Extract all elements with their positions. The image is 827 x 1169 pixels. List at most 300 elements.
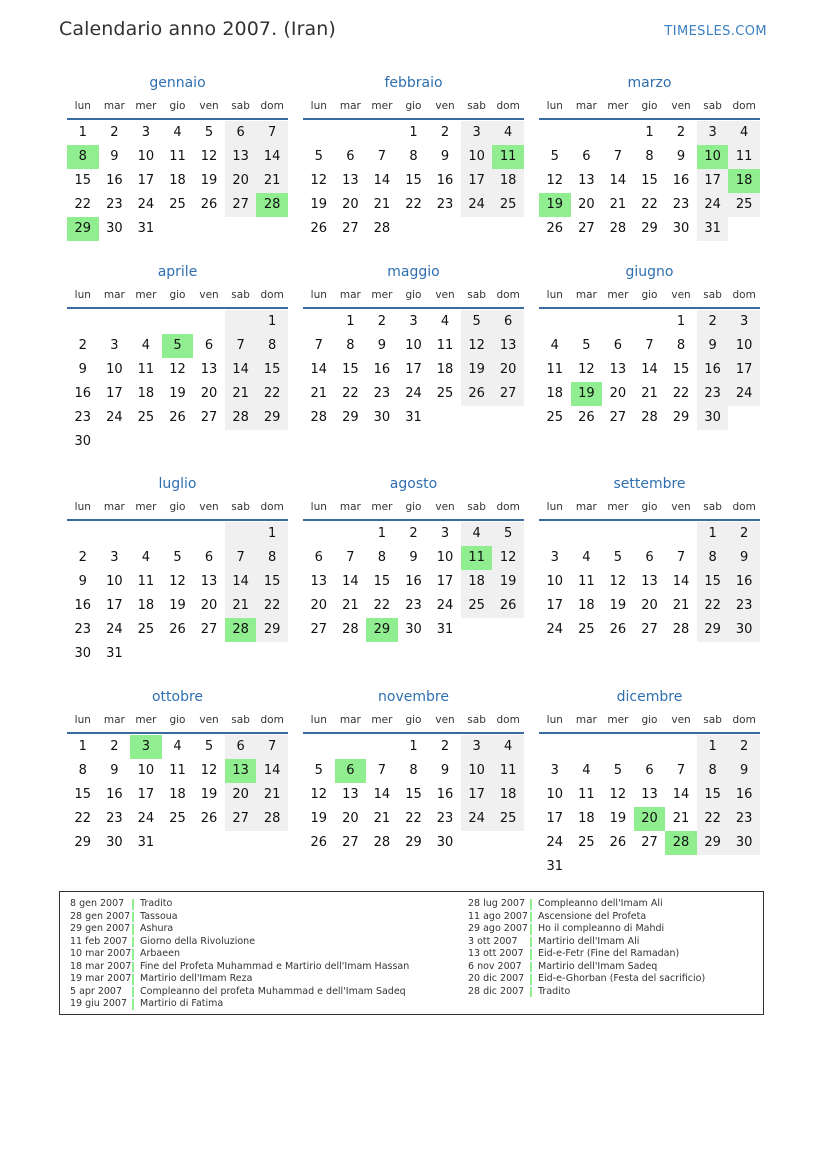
calendar-day[interactable]: 5 <box>582 338 591 353</box>
brand-link[interactable]: TIMESLES.COM <box>664 24 767 39</box>
calendar-day[interactable]: 16 <box>728 783 760 807</box>
calendar-day[interactable]: 27 <box>225 807 257 831</box>
calendar-day[interactable]: 25 <box>492 193 524 217</box>
calendar-day[interactable]: 31 <box>436 622 454 637</box>
calendar-day[interactable]: 28 <box>609 221 627 236</box>
calendar-day[interactable]: 28 <box>310 410 328 425</box>
calendar-day[interactable]: 18 <box>492 783 524 807</box>
calendar-day[interactable]: 9 <box>78 574 87 589</box>
calendar-day[interactable]: 11 <box>578 574 595 589</box>
calendar-day[interactable]: 25 <box>169 811 186 826</box>
calendar-day[interactable]: 30 <box>728 831 760 855</box>
calendar-day[interactable]: 29 <box>256 406 288 430</box>
calendar-day[interactable]: 10 <box>405 338 422 353</box>
calendar-day[interactable]: 29 <box>697 618 729 642</box>
calendar-day[interactable]: 15 <box>74 787 92 802</box>
holiday-day[interactable]: 13 <box>225 759 257 783</box>
calendar-day[interactable]: 5 <box>204 739 214 754</box>
calendar-day[interactable]: 27 <box>200 410 218 425</box>
calendar-day[interactable]: 25 <box>169 197 186 212</box>
calendar-day[interactable]: 14 <box>256 759 288 783</box>
calendar-day[interactable]: 7 <box>377 149 387 164</box>
calendar-day[interactable]: 31 <box>106 646 123 661</box>
calendar-day[interactable]: 24 <box>697 193 729 217</box>
calendar-day[interactable]: 23 <box>728 807 760 831</box>
calendar-day[interactable]: 16 <box>106 173 123 188</box>
calendar-day[interactable]: 31 <box>546 859 564 874</box>
calendar-day[interactable]: 9 <box>377 338 387 353</box>
calendar-day[interactable]: 4 <box>141 550 151 565</box>
calendar-day[interactable]: 9 <box>728 546 760 570</box>
calendar-day[interactable]: 14 <box>310 362 328 377</box>
calendar-day[interactable]: 12 <box>310 173 328 188</box>
calendar-day[interactable]: 1 <box>409 739 418 754</box>
calendar-day[interactable]: 8 <box>346 338 355 353</box>
calendar-day[interactable]: 23 <box>106 811 123 826</box>
calendar-day[interactable]: 1 <box>377 526 387 541</box>
calendar-day[interactable]: 7 <box>225 546 257 570</box>
calendar-day[interactable]: 29 <box>672 410 690 425</box>
calendar-day[interactable]: 5 <box>173 550 182 565</box>
calendar-day[interactable]: 14 <box>373 173 391 188</box>
calendar-day[interactable]: 24 <box>137 811 155 826</box>
calendar-day[interactable]: 18 <box>137 386 155 401</box>
calendar-day[interactable]: 20 <box>310 598 328 613</box>
holiday-day[interactable]: 10 <box>697 145 729 169</box>
calendar-day[interactable]: 15 <box>373 574 391 589</box>
calendar-day[interactable]: 29 <box>74 835 92 850</box>
calendar-day[interactable]: 10 <box>461 145 493 169</box>
calendar-day[interactable]: 13 <box>641 787 658 802</box>
calendar-day[interactable]: 11 <box>728 145 760 169</box>
calendar-day[interactable]: 15 <box>256 358 288 382</box>
calendar-day[interactable]: 4 <box>461 522 493 546</box>
calendar-day[interactable]: 3 <box>110 550 119 565</box>
calendar-day[interactable]: 9 <box>676 149 686 164</box>
calendar-day[interactable]: 16 <box>405 574 422 589</box>
calendar-day[interactable]: 24 <box>405 386 422 401</box>
calendar-day[interactable]: 22 <box>405 197 422 212</box>
calendar-day[interactable]: 20 <box>641 598 658 613</box>
calendar-day[interactable]: 21 <box>373 197 391 212</box>
calendar-day[interactable]: 17 <box>546 598 564 613</box>
calendar-day[interactable]: 13 <box>225 145 257 169</box>
calendar-day[interactable]: 20 <box>225 783 257 807</box>
calendar-day[interactable]: 30 <box>74 646 92 661</box>
calendar-day[interactable]: 18 <box>461 570 493 594</box>
calendar-day[interactable]: 9 <box>728 759 760 783</box>
calendar-day[interactable]: 8 <box>676 338 686 353</box>
calendar-day[interactable]: 25 <box>578 835 595 850</box>
calendar-day[interactable]: 29 <box>342 410 359 425</box>
calendar-day[interactable]: 17 <box>106 386 123 401</box>
calendar-day[interactable]: 7 <box>346 550 355 565</box>
calendar-day[interactable]: 30 <box>697 406 729 430</box>
calendar-day[interactable]: 10 <box>436 550 454 565</box>
calendar-day[interactable]: 15 <box>697 570 729 594</box>
calendar-day[interactable]: 17 <box>405 362 422 377</box>
calendar-day[interactable]: 28 <box>641 410 658 425</box>
calendar-day[interactable]: 2 <box>440 125 450 140</box>
calendar-day[interactable]: 15 <box>405 787 422 802</box>
calendar-day[interactable]: 3 <box>550 763 559 778</box>
calendar-day[interactable]: 27 <box>342 221 359 236</box>
calendar-day[interactable]: 27 <box>641 622 658 637</box>
calendar-day[interactable]: 1 <box>645 125 654 140</box>
calendar-day[interactable]: 14 <box>641 362 658 377</box>
calendar-day[interactable]: 23 <box>106 197 123 212</box>
holiday-day[interactable]: 28 <box>665 831 697 855</box>
calendar-day[interactable]: 13 <box>310 574 328 589</box>
calendar-day[interactable]: 24 <box>728 382 760 406</box>
calendar-day[interactable]: 27 <box>200 622 218 637</box>
holiday-day[interactable]: 11 <box>461 546 493 570</box>
calendar-day[interactable]: 6 <box>225 121 257 145</box>
calendar-day[interactable]: 17 <box>436 574 454 589</box>
calendar-day[interactable]: 3 <box>409 314 418 329</box>
calendar-day[interactable]: 21 <box>373 811 391 826</box>
calendar-day[interactable]: 24 <box>546 835 564 850</box>
calendar-day[interactable]: 9 <box>78 362 87 377</box>
calendar-day[interactable]: 16 <box>106 787 123 802</box>
calendar-day[interactable]: 12 <box>169 362 186 377</box>
calendar-day[interactable]: 30 <box>436 835 454 850</box>
calendar-day[interactable]: 10 <box>546 787 564 802</box>
calendar-day[interactable]: 28 <box>672 622 690 637</box>
calendar-day[interactable]: 8 <box>78 763 87 778</box>
calendar-day[interactable]: 4 <box>492 735 524 759</box>
calendar-day[interactable]: 14 <box>342 574 359 589</box>
calendar-day[interactable]: 24 <box>436 598 454 613</box>
holiday-day[interactable]: 18 <box>728 169 760 193</box>
holiday-day[interactable]: 5 <box>162 334 194 358</box>
calendar-day[interactable]: 27 <box>310 622 328 637</box>
calendar-day[interactable]: 20 <box>225 169 257 193</box>
calendar-day[interactable]: 31 <box>137 221 155 236</box>
calendar-day[interactable]: 22 <box>641 197 658 212</box>
calendar-day[interactable]: 22 <box>373 598 391 613</box>
calendar-day[interactable]: 9 <box>697 334 729 358</box>
calendar-day[interactable]: 22 <box>697 807 729 831</box>
calendar-day[interactable]: 24 <box>546 622 564 637</box>
calendar-day[interactable]: 27 <box>641 835 658 850</box>
calendar-day[interactable]: 23 <box>697 382 729 406</box>
calendar-day[interactable]: 26 <box>200 197 218 212</box>
calendar-day[interactable]: 20 <box>342 197 359 212</box>
calendar-day[interactable]: 10 <box>106 362 123 377</box>
calendar-day[interactable]: 13 <box>641 574 658 589</box>
calendar-day[interactable]: 25 <box>728 193 760 217</box>
calendar-day[interactable]: 6 <box>492 310 524 334</box>
calendar-day[interactable]: 4 <box>728 121 760 145</box>
calendar-day[interactable]: 11 <box>492 759 524 783</box>
calendar-day[interactable]: 8 <box>697 759 729 783</box>
calendar-day[interactable]: 31 <box>697 217 729 241</box>
calendar-day[interactable]: 3 <box>550 550 559 565</box>
calendar-day[interactable]: 16 <box>697 358 729 382</box>
calendar-day[interactable]: 5 <box>314 149 323 164</box>
calendar-day[interactable]: 12 <box>609 574 627 589</box>
calendar-day[interactable]: 4 <box>141 338 151 353</box>
calendar-day[interactable]: 3 <box>728 310 760 334</box>
calendar-day[interactable]: 12 <box>200 149 218 164</box>
calendar-day[interactable]: 5 <box>461 310 493 334</box>
calendar-day[interactable]: 21 <box>672 811 690 826</box>
calendar-day[interactable]: 2 <box>110 125 119 140</box>
calendar-day[interactable]: 4 <box>550 338 559 353</box>
calendar-day[interactable]: 27 <box>609 410 627 425</box>
calendar-day[interactable]: 13 <box>492 334 524 358</box>
calendar-day[interactable]: 26 <box>169 410 186 425</box>
calendar-day[interactable]: 7 <box>225 334 257 358</box>
holiday-day[interactable]: 20 <box>634 807 666 831</box>
calendar-day[interactable]: 10 <box>137 763 155 778</box>
calendar-day[interactable]: 3 <box>461 735 493 759</box>
calendar-day[interactable]: 24 <box>106 410 123 425</box>
calendar-day[interactable]: 7 <box>613 149 623 164</box>
calendar-day[interactable]: 18 <box>578 811 595 826</box>
calendar-day[interactable]: 10 <box>461 759 493 783</box>
calendar-day[interactable]: 20 <box>578 197 595 212</box>
calendar-day[interactable]: 25 <box>492 807 524 831</box>
calendar-day[interactable]: 23 <box>436 811 454 826</box>
calendar-day[interactable]: 10 <box>106 574 123 589</box>
calendar-day[interactable]: 7 <box>377 763 387 778</box>
calendar-day[interactable]: 8 <box>697 546 729 570</box>
calendar-day[interactable]: 14 <box>609 173 627 188</box>
calendar-day[interactable]: 7 <box>645 338 654 353</box>
calendar-day[interactable]: 11 <box>169 763 186 778</box>
calendar-day[interactable]: 30 <box>728 618 760 642</box>
calendar-day[interactable]: 7 <box>676 550 686 565</box>
calendar-day[interactable]: 2 <box>409 526 418 541</box>
calendar-day[interactable]: 29 <box>405 835 422 850</box>
calendar-day[interactable]: 1 <box>697 522 729 546</box>
calendar-day[interactable]: 30 <box>405 622 422 637</box>
calendar-day[interactable]: 26 <box>609 835 627 850</box>
calendar-day[interactable]: 2 <box>377 314 387 329</box>
calendar-day[interactable]: 6 <box>204 550 214 565</box>
calendar-day[interactable]: 5 <box>204 125 214 140</box>
calendar-day[interactable]: 7 <box>256 121 288 145</box>
calendar-day[interactable]: 20 <box>342 811 359 826</box>
calendar-day[interactable]: 21 <box>225 594 257 618</box>
calendar-day[interactable]: 6 <box>225 735 257 759</box>
calendar-day[interactable]: 18 <box>137 598 155 613</box>
calendar-day[interactable]: 4 <box>582 763 591 778</box>
calendar-day[interactable]: 11 <box>169 149 186 164</box>
calendar-day[interactable]: 18 <box>169 173 186 188</box>
calendar-day[interactable]: 26 <box>310 835 328 850</box>
calendar-day[interactable]: 13 <box>342 787 359 802</box>
calendar-day[interactable]: 7 <box>256 735 288 759</box>
calendar-day[interactable]: 4 <box>173 739 182 754</box>
calendar-day[interactable]: 2 <box>697 310 729 334</box>
calendar-day[interactable]: 2 <box>440 739 450 754</box>
calendar-day[interactable]: 2 <box>110 739 119 754</box>
calendar-day[interactable]: 17 <box>137 787 155 802</box>
calendar-day[interactable]: 22 <box>74 811 92 826</box>
calendar-day[interactable]: 15 <box>641 173 658 188</box>
calendar-day[interactable]: 19 <box>169 386 186 401</box>
calendar-day[interactable]: 9 <box>440 149 450 164</box>
calendar-day[interactable]: 19 <box>609 811 627 826</box>
calendar-day[interactable]: 28 <box>256 807 288 831</box>
calendar-day[interactable]: 9 <box>440 763 450 778</box>
calendar-day[interactable]: 11 <box>578 787 595 802</box>
calendar-day[interactable]: 24 <box>461 193 493 217</box>
calendar-day[interactable]: 8 <box>409 149 418 164</box>
calendar-day[interactable]: 8 <box>409 763 418 778</box>
holiday-day[interactable]: 29 <box>67 217 99 241</box>
calendar-day[interactable]: 18 <box>546 386 564 401</box>
calendar-day[interactable]: 8 <box>377 550 387 565</box>
calendar-day[interactable]: 11 <box>436 338 454 353</box>
calendar-day[interactable]: 30 <box>106 221 123 236</box>
calendar-day[interactable]: 21 <box>342 598 359 613</box>
calendar-day[interactable]: 24 <box>461 807 493 831</box>
calendar-day[interactable]: 23 <box>672 197 690 212</box>
calendar-day[interactable]: 13 <box>200 574 218 589</box>
calendar-day[interactable]: 15 <box>672 362 690 377</box>
calendar-day[interactable]: 5 <box>613 763 623 778</box>
calendar-day[interactable]: 19 <box>310 811 328 826</box>
calendar-day[interactable]: 15 <box>405 173 422 188</box>
calendar-day[interactable]: 10 <box>728 334 760 358</box>
calendar-day[interactable]: 27 <box>578 221 595 236</box>
calendar-day[interactable]: 6 <box>204 338 214 353</box>
calendar-day[interactable]: 25 <box>546 410 564 425</box>
calendar-day[interactable]: 12 <box>546 173 564 188</box>
calendar-day[interactable]: 28 <box>225 406 257 430</box>
calendar-day[interactable]: 2 <box>728 735 760 759</box>
calendar-day[interactable]: 14 <box>373 787 391 802</box>
holiday-day[interactable]: 28 <box>256 193 288 217</box>
calendar-day[interactable]: 12 <box>609 787 627 802</box>
calendar-day[interactable]: 19 <box>200 787 218 802</box>
calendar-day[interactable]: 27 <box>342 835 359 850</box>
calendar-day[interactable]: 14 <box>672 787 690 802</box>
calendar-day[interactable]: 26 <box>492 594 524 618</box>
calendar-day[interactable]: 25 <box>137 410 155 425</box>
calendar-day[interactable]: 3 <box>440 526 450 541</box>
calendar-day[interactable]: 17 <box>137 173 155 188</box>
calendar-day[interactable]: 18 <box>492 169 524 193</box>
holiday-day[interactable]: 3 <box>130 735 162 759</box>
calendar-day[interactable]: 23 <box>728 594 760 618</box>
calendar-day[interactable]: 15 <box>697 783 729 807</box>
calendar-day[interactable]: 23 <box>436 197 454 212</box>
calendar-day[interactable]: 22 <box>697 594 729 618</box>
calendar-day[interactable]: 22 <box>256 382 288 406</box>
calendar-day[interactable]: 6 <box>314 550 323 565</box>
calendar-day[interactable]: 10 <box>137 149 155 164</box>
calendar-day[interactable]: 6 <box>645 763 654 778</box>
calendar-day[interactable]: 31 <box>137 835 155 850</box>
calendar-day[interactable]: 4 <box>440 314 450 329</box>
calendar-day[interactable]: 11 <box>546 362 564 377</box>
calendar-day[interactable]: 19 <box>461 358 493 382</box>
calendar-day[interactable]: 12 <box>492 546 524 570</box>
calendar-day[interactable]: 21 <box>225 382 257 406</box>
calendar-day[interactable]: 16 <box>436 787 454 802</box>
calendar-day[interactable]: 1 <box>697 735 729 759</box>
calendar-day[interactable]: 15 <box>342 362 359 377</box>
calendar-day[interactable]: 14 <box>225 570 257 594</box>
calendar-day[interactable]: 12 <box>578 362 595 377</box>
calendar-day[interactable]: 25 <box>461 594 493 618</box>
calendar-day[interactable]: 21 <box>609 197 627 212</box>
calendar-day[interactable]: 7 <box>314 338 323 353</box>
calendar-day[interactable]: 1 <box>256 310 288 334</box>
calendar-day[interactable]: 24 <box>106 622 123 637</box>
calendar-day[interactable]: 30 <box>74 434 92 449</box>
holiday-day[interactable]: 19 <box>571 382 603 406</box>
calendar-day[interactable]: 2 <box>78 338 87 353</box>
calendar-day[interactable]: 18 <box>169 787 186 802</box>
calendar-day[interactable]: 12 <box>200 763 218 778</box>
calendar-day[interactable]: 14 <box>672 574 690 589</box>
calendar-day[interactable]: 5 <box>613 550 623 565</box>
calendar-day[interactable]: 6 <box>645 550 654 565</box>
calendar-day[interactable]: 26 <box>169 622 186 637</box>
calendar-day[interactable]: 5 <box>550 149 559 164</box>
calendar-day[interactable]: 26 <box>609 622 627 637</box>
calendar-day[interactable]: 5 <box>492 522 524 546</box>
calendar-day[interactable]: 17 <box>697 169 729 193</box>
calendar-day[interactable]: 18 <box>578 598 595 613</box>
calendar-day[interactable]: 3 <box>461 121 493 145</box>
calendar-day[interactable]: 3 <box>141 125 151 140</box>
calendar-day[interactable]: 30 <box>373 410 391 425</box>
calendar-day[interactable]: 1 <box>676 314 686 329</box>
calendar-day[interactable]: 17 <box>461 169 493 193</box>
calendar-day[interactable]: 22 <box>405 811 422 826</box>
calendar-day[interactable]: 26 <box>546 221 564 236</box>
calendar-day[interactable]: 16 <box>74 386 92 401</box>
calendar-day[interactable]: 20 <box>200 386 218 401</box>
calendar-day[interactable]: 29 <box>697 831 729 855</box>
calendar-day[interactable]: 5 <box>314 763 323 778</box>
calendar-day[interactable]: 18 <box>436 362 454 377</box>
calendar-day[interactable]: 21 <box>310 386 328 401</box>
calendar-day[interactable]: 4 <box>492 121 524 145</box>
calendar-day[interactable]: 16 <box>436 173 454 188</box>
calendar-day[interactable]: 21 <box>256 783 288 807</box>
calendar-day[interactable]: 31 <box>405 410 422 425</box>
calendar-day[interactable]: 27 <box>492 382 524 406</box>
calendar-day[interactable]: 16 <box>672 173 690 188</box>
calendar-day[interactable]: 28 <box>373 221 391 236</box>
calendar-day[interactable]: 29 <box>641 221 658 236</box>
calendar-day[interactable]: 24 <box>137 197 155 212</box>
calendar-day[interactable]: 25 <box>137 622 155 637</box>
holiday-day[interactable]: 28 <box>225 618 257 642</box>
calendar-day[interactable]: 16 <box>373 362 391 377</box>
calendar-day[interactable]: 21 <box>256 169 288 193</box>
calendar-day[interactable]: 10 <box>546 574 564 589</box>
calendar-day[interactable]: 7 <box>676 763 686 778</box>
calendar-day[interactable]: 25 <box>436 386 454 401</box>
calendar-day[interactable]: 2 <box>78 550 87 565</box>
calendar-day[interactable]: 21 <box>641 386 658 401</box>
calendar-day[interactable]: 22 <box>672 386 690 401</box>
calendar-day[interactable]: 26 <box>310 221 328 236</box>
calendar-day[interactable]: 12 <box>169 574 186 589</box>
calendar-day[interactable]: 1 <box>78 739 87 754</box>
calendar-day[interactable]: 26 <box>578 410 595 425</box>
calendar-day[interactable]: 2 <box>728 522 760 546</box>
